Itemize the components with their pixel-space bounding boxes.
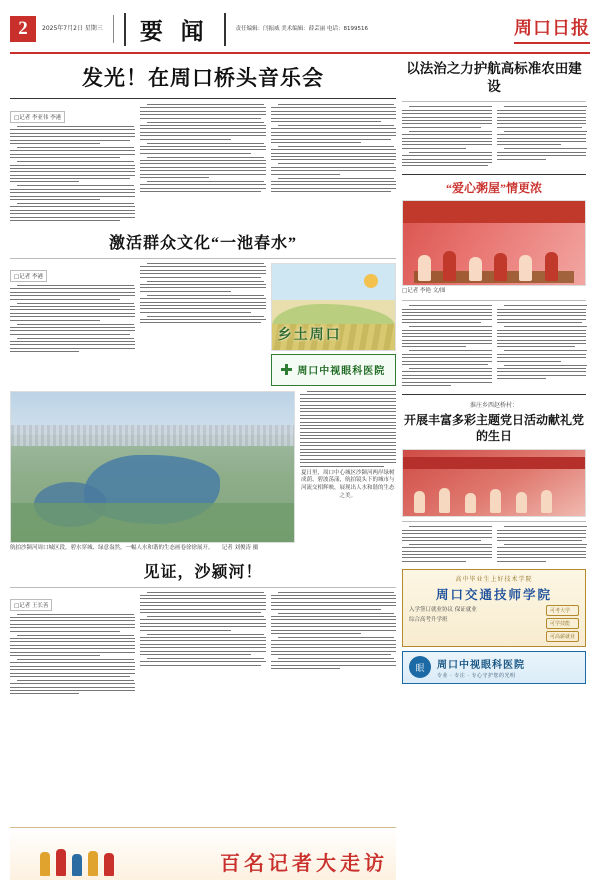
lead-text-col-1 — [10, 104, 135, 224]
issue-date: 2025年7月2日 星期三 — [42, 25, 103, 33]
right-story1-col-1 — [402, 106, 492, 169]
aerial-river-photo — [10, 391, 295, 543]
tent-canopy — [403, 201, 585, 223]
right-story2-caption: □记者 李艳 文/图 — [402, 288, 446, 295]
masthead-divider — [113, 15, 114, 43]
paper-logo — [514, 14, 590, 44]
ad-chip: 可高薪就业 — [546, 631, 579, 642]
banner-figure — [40, 852, 50, 876]
medical-cross-icon — [281, 364, 292, 375]
charity-porridge-photo — [402, 200, 586, 286]
photo-side-note-col — [300, 391, 396, 553]
greenbelt-shape — [11, 503, 294, 542]
section-title: 要 闻 — [124, 13, 226, 46]
feature-story — [10, 230, 396, 386]
right-story3-col-1 — [402, 526, 492, 565]
page-number: 2 — [10, 16, 36, 42]
editor-credits: 责任编辑：闫振威 美术编辑：薛芸丽 电话：8199516 — [235, 25, 369, 32]
lead-byline: □记者 李亚伟 李港 — [10, 111, 65, 123]
right-story1-headline: 以法治之力护航高标准农田建设 — [406, 61, 582, 95]
rural-illustration-photo — [271, 263, 396, 351]
ad-chip: 可考大学 — [546, 605, 579, 616]
ad-hospital-name: 周口中视眼科医院 — [297, 366, 386, 378]
right-story3-col-2 — [497, 526, 587, 565]
photo-feature-col-2 — [140, 592, 265, 698]
banner-title: 百名记者大走访 — [220, 853, 388, 875]
ad-hospital-bottom-sub: 专业 · 专注 · 专心守护您的光明 — [437, 672, 516, 679]
feature-text-col-1 — [10, 263, 135, 386]
right-story2-headline: “爱心粥屋”情更浓 — [445, 181, 542, 196]
photo-feature — [10, 391, 396, 698]
masthead — [10, 8, 590, 54]
banner-figure — [88, 851, 98, 876]
campaign-banner — [10, 827, 396, 880]
lead-headline: 发光！在周口桥头音乐会 — [82, 66, 324, 90]
hill-shape — [272, 304, 395, 326]
hospital-logo-icon: 眼 — [409, 656, 431, 678]
sun-icon — [364, 274, 378, 288]
lead-text-col-2 — [140, 104, 265, 224]
right-story3-headline: 开展丰富多彩主题党日活动献礼党的生日 — [403, 412, 584, 444]
banner-figure — [104, 853, 114, 876]
logo-underline — [514, 42, 590, 44]
ad-hospital-bottom[interactable] — [402, 651, 586, 684]
feature-headline: 激活群众文化“一池春水” — [108, 234, 297, 252]
right-story3-kicker: 淮庄乡西赵桥村： — [469, 401, 518, 409]
ad-college[interactable] — [402, 569, 586, 647]
photo-feature-headline: 见证，沙颍河！ — [143, 563, 263, 581]
right-story1-col-2 — [497, 106, 587, 169]
photo-feature-byline: □记者 王长善 — [10, 599, 52, 611]
feature-photo-col — [271, 263, 396, 386]
ad-college-name: 周口交通技师学院 — [435, 587, 552, 602]
photo-feature-col-3 — [271, 592, 396, 698]
cityscape-band — [11, 425, 294, 446]
ad-college-chips — [546, 605, 579, 642]
paper-name: 周口日报 — [514, 18, 590, 38]
photo-overlay-label: 乡土周口 — [277, 327, 342, 343]
right-story2-col-1 — [402, 305, 492, 389]
ad-college-foot-left: 入学签订就业协议 保证就业 — [409, 606, 477, 613]
lead-story — [10, 62, 396, 224]
right-story2-col-2 — [497, 305, 587, 389]
right-column — [402, 60, 586, 880]
ad-chip: 可学技能 — [546, 618, 579, 629]
photo-side-note: 夏日里，周口中心城区沙颍河两岸绿树成荫、碧波荡漾，航拍镜头下的城市与河流交相辉映，展现出人水和谐的生态之美。 — [301, 469, 395, 499]
lead-text-col-3 — [271, 104, 396, 224]
ad-hospital-inline[interactable] — [271, 354, 396, 386]
ad-college-tagline: 高中毕业生上好技术学院 — [455, 575, 533, 583]
feature-text-col-2 — [140, 263, 265, 386]
banner-figure — [72, 854, 82, 876]
photo-caption: 航拍沙颍河周口城区段，碧水穿城、绿意盎然，一幅人水和谐的生态画卷徐徐展开。 记者 刘俊涛 摄 — [10, 544, 259, 551]
feature-byline: □记者 李港 — [10, 270, 47, 282]
banner-figure — [56, 849, 66, 876]
left-column — [10, 60, 396, 880]
photo-feature-col-1 — [10, 592, 135, 698]
ad-college-foot-right: 综合高考升学班 — [409, 616, 448, 623]
red-banner-shape — [403, 457, 585, 469]
ad-hospital-bottom-name: 周口中视眼科医院 — [437, 659, 525, 671]
party-day-photo — [402, 449, 586, 517]
